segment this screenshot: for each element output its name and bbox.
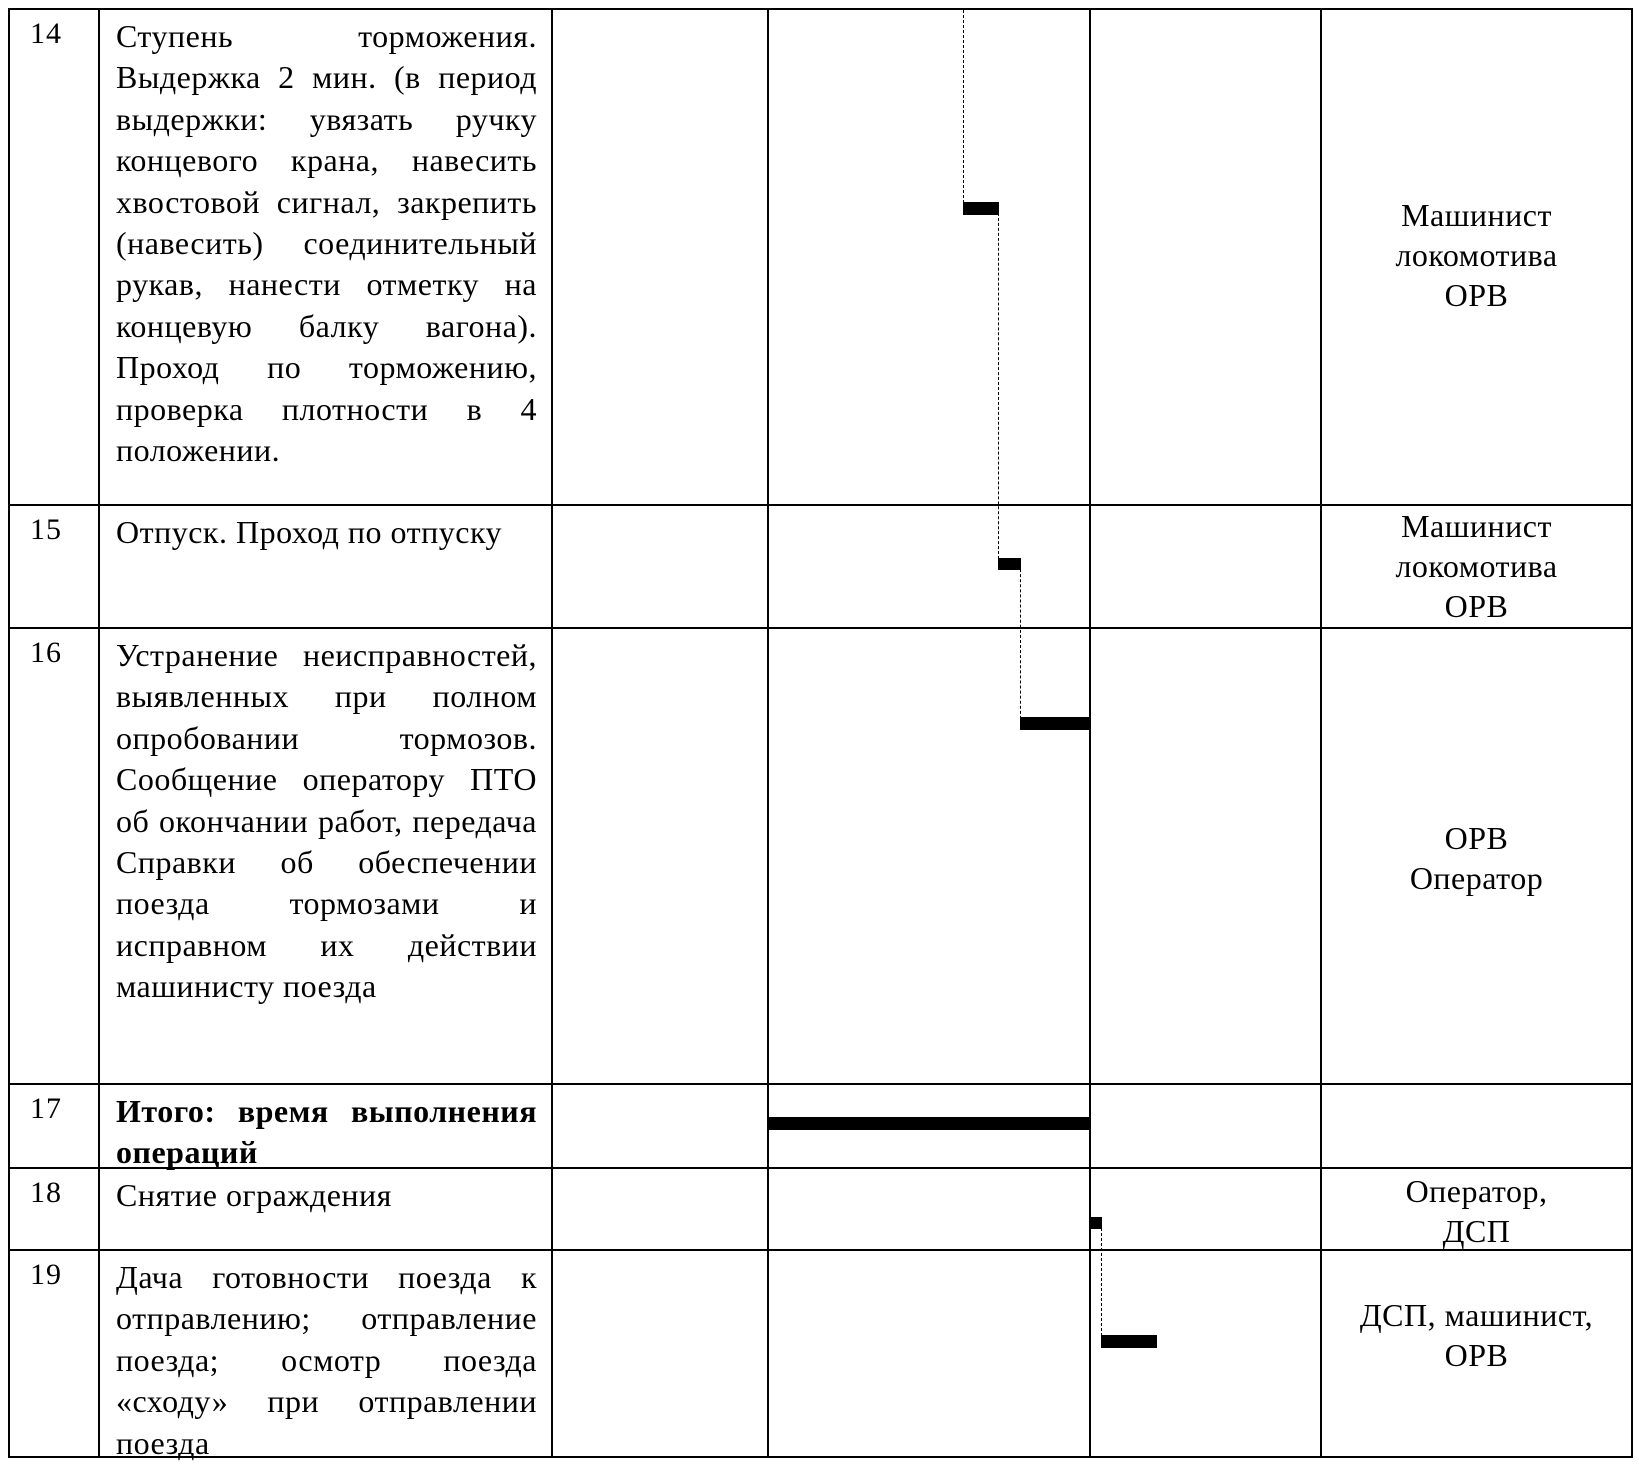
responsible-line: Оператор, <box>1405 1173 1548 1209</box>
table-border-bottom <box>8 1456 1633 1458</box>
operation-description: Устранение неисправностей, выявленных при полном опробовании тормозов. Сообщение оператору ПТО об окончании работ, передача Справки об обеспечении поезда тормозами и исправном их действии машинисту поезда <box>116 637 537 1005</box>
row-number: 19 <box>30 1258 62 1291</box>
responsible-line: ДСП, машинист, <box>1359 1297 1594 1333</box>
operation-description: Дача готовности поезда к отправлению; отправление поезда; осмотр поезда «сходу» при отправлении поезда <box>116 1259 537 1461</box>
row-number: 15 <box>30 513 62 546</box>
column-divider <box>551 8 553 1458</box>
responsible-line: ОРВ <box>1444 588 1509 624</box>
responsible-line: локомотива <box>1395 237 1558 273</box>
responsible-person <box>1322 506 1631 626</box>
timeline-bar-row-16 <box>1020 717 1090 730</box>
timeline-bar-row-19 <box>1101 1335 1157 1348</box>
responsible-line: Машинист <box>1401 197 1552 233</box>
timeline-connector <box>1101 1223 1102 1341</box>
responsible-line: ДСП <box>1442 1213 1511 1249</box>
responsible-line: Оператор <box>1409 860 1544 896</box>
row-number: 17 <box>30 1092 62 1125</box>
responsible-person <box>1322 1295 1631 1375</box>
column-divider <box>1089 8 1091 1458</box>
operation-description: Отпуск. Проход по отпуску <box>116 514 503 550</box>
responsible-line: ОРВ <box>1444 820 1509 856</box>
row-number: 18 <box>30 1176 62 1209</box>
responsible-line: ОРВ <box>1444 1337 1509 1373</box>
responsible-person <box>1322 195 1631 315</box>
column-divider <box>767 8 769 1458</box>
responsible-person <box>1322 1171 1631 1251</box>
timeline-bar-row-15 <box>998 558 1021 570</box>
timeline-bar-row-14 <box>963 202 999 215</box>
row-number: 16 <box>30 636 62 669</box>
timeline-connector <box>963 10 964 208</box>
operation-description-total: Итого: время выполнения операций <box>116 1093 537 1171</box>
timeline-connector <box>998 208 999 564</box>
table-border-right <box>1631 8 1633 1458</box>
operation-description: Снятие ограждения <box>116 1177 392 1213</box>
timeline-bar-total <box>768 1117 1090 1130</box>
operation-description: Ступень торможения. Выдержка 2 мин. (в период выдержки: увязать ручку концевого крана, навесить хвостовой сигнал, закрепить (навесить) соединительный рукав, нанести отметку на концевую балку вагона). Проход по торможению, проверка плотности в 4 положении. <box>116 18 537 469</box>
timeline-connector <box>1020 564 1021 724</box>
row-number: 14 <box>30 17 62 50</box>
responsible-line: Машинист <box>1401 508 1552 544</box>
responsible-line: локомотива <box>1395 548 1558 584</box>
responsible-person <box>1322 818 1631 898</box>
responsible-line: ОРВ <box>1444 277 1509 313</box>
